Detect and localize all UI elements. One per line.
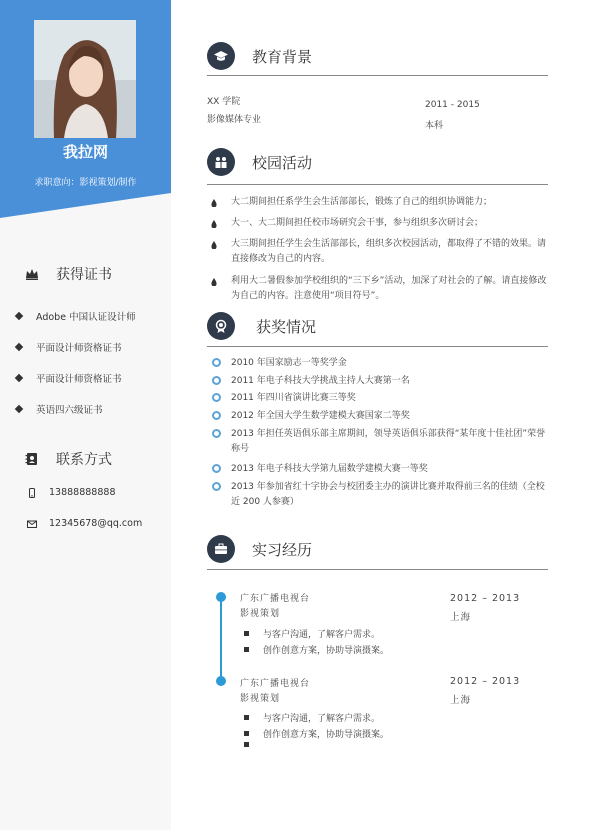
job-duty: 与客户沟通，了解客户需求。 (244, 627, 380, 640)
award-item: 2013 年担任英语俱乐部主席期间，领导英语俱乐部获得“某年度十佳社团”荣誉称号 (212, 427, 548, 457)
certificate-item: Adobe 中国认证设计师 (16, 309, 136, 323)
certificates-title: 获得证书 (56, 267, 112, 283)
internship-title: 实习经历 (252, 541, 313, 559)
certificate-item: 英语四六级证书 (16, 402, 103, 416)
job-duty: 创作创意方案，协助导演摄案。 (244, 643, 389, 656)
email-address: 12345678@qq.com (49, 518, 143, 529)
candidate-name: 我拉网 (62, 143, 108, 161)
awards-heading (207, 312, 548, 347)
certificates-heading (24, 264, 112, 284)
award-item: 2013 年电子科技大学第九届数学建模大赛一等奖 (212, 462, 548, 477)
job-city: 上海 (450, 612, 472, 623)
timeline-dot (216, 592, 226, 602)
campus-item: 大一、大二期间担任校市场研究会干事，参与组织多次研讨会； (211, 216, 547, 231)
job-duty (244, 742, 263, 747)
education-title: 教育背景 (252, 48, 313, 66)
job-duty: 创作创意方案，协助导演摄案。 (244, 727, 389, 740)
envelope-icon (27, 519, 37, 529)
phone-number: 13888888888 (49, 487, 116, 498)
award-item: 2011 年四川省演讲比赛三等奖 (212, 391, 548, 406)
briefcase-icon (207, 535, 235, 563)
campus-title: 校园活动 (252, 154, 313, 172)
graduation-cap-icon (207, 42, 235, 70)
timeline-line (220, 596, 222, 680)
certificate-item: 平面设计师资格证书 (16, 340, 122, 354)
campus-item: 利用大二暑假参加学校组织的“三下乡”活动，加深了对社会的了解。请直接修改为自己的内容。注意使用“项目符号”。 (211, 274, 547, 304)
campus-item: 大二期间担任系学生会生活部部长，锻炼了自己的组织协调能力； (211, 195, 547, 210)
internship-heading (207, 535, 548, 570)
job-role: 影视策划 (240, 609, 281, 619)
award-item: 2010 年国家励志一等奖学金 (212, 356, 548, 371)
phone-row (27, 487, 116, 498)
award-item: 2011 年电子科技大学挑战主持人大赛第一名 (212, 374, 548, 389)
address-book-icon (24, 451, 40, 467)
education-period: 2011 - 2015 (425, 100, 480, 110)
contact-heading (24, 449, 112, 469)
certificate-item: 平面设计师资格证书 (16, 371, 122, 385)
award-item: 2012 年全国大学生数学建模大赛国家二等奖 (212, 409, 548, 424)
job-period: 2012 – 2013 (450, 593, 521, 604)
job-period: 2012 – 2013 (450, 676, 521, 687)
profile-header (0, 0, 171, 218)
email-row (27, 518, 142, 529)
degree: 本科 (425, 121, 444, 131)
job-role: 影视策划 (240, 694, 281, 704)
job-company: 广东广播电视台 (240, 679, 311, 689)
awards-title: 获奖情况 (256, 318, 317, 336)
education-heading (207, 42, 548, 76)
major: 影像媒体专业 (207, 115, 262, 125)
campus-item: 大三期间担任学生会生活部部长，组织多次校园活动，都取得了不错的效果。请直接修改为自己的内容。 (211, 237, 547, 267)
sidebar (0, 0, 171, 830)
avatar (34, 20, 136, 138)
medal-icon (207, 312, 235, 340)
job-intention: 求职意向：影视策划/制作 (34, 178, 137, 188)
contact-title: 联系方式 (56, 452, 112, 468)
crown-icon (24, 266, 40, 282)
job-company: 广东广播电视台 (240, 594, 311, 604)
team-icon (207, 148, 235, 176)
phone-icon (27, 488, 37, 498)
school-name: XX 学院 (207, 97, 241, 107)
award-item: 2013 年参加省红十字协会与校团委主办的演讲比赛并取得前三名的佳绩（全校近 200 人参赛） (212, 480, 548, 510)
timeline-dot (216, 676, 226, 686)
campus-heading (207, 148, 548, 185)
job-duty: 与客户沟通，了解客户需求。 (244, 711, 380, 724)
job-city: 上海 (450, 695, 472, 706)
